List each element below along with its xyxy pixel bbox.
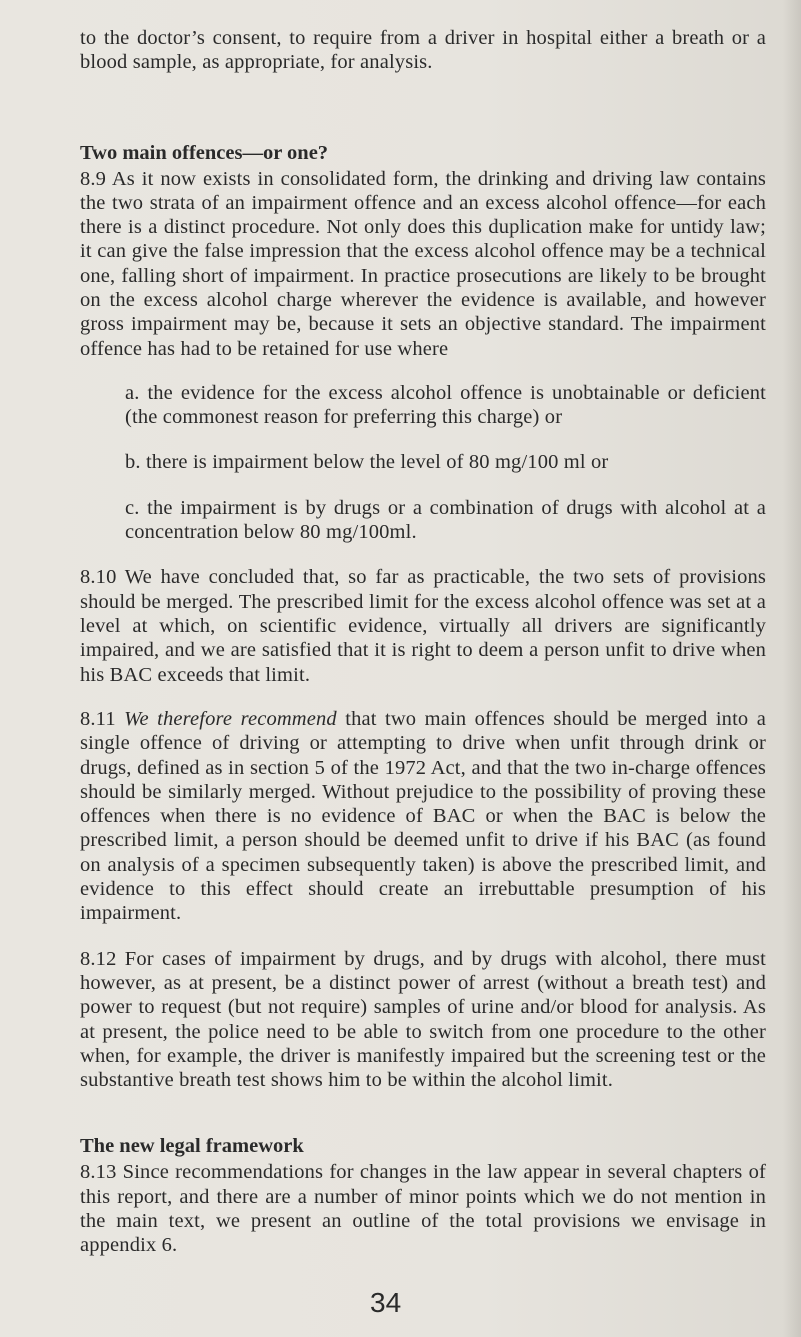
paragraph-number: 8.11 (80, 707, 116, 730)
section-heading-two-main-offences: Two main offences—or one? (80, 141, 329, 164)
page-number: 34 (370, 1287, 402, 1318)
emphasis-recommend: We therefore recommend (124, 707, 337, 730)
paragraph-8-9: 8.9 As it now exists in consolidated form, the drinking and driving law contains the two strata of an impairment offence and an excess alcohol offence—for each there is a distinct procedure. Not only does this duplication make for untidy law; it can give the false impression that the excess alcohol offence may be a technical one, falling short of impairment. In practice prosecutions are likely to be brought on the excess alcohol charge wherever the evidence is available, and however gross impairment may be, because it sets an objective standard. The impairment offence has had to be retained for use where (80, 167, 766, 360)
section-heading-new-legal-framework: The new legal framework (80, 1135, 304, 1158)
paragraph-8-11 (80, 707, 766, 926)
intro-paragraph: to the doctor’s consent, to require from a driver in hospital either a breath or a blood sample, as appropriate, for analysis. (80, 27, 766, 74)
paragraph-8-11-body: that two main offences should be merged into a single offence of driving or attempting to drive when unfit through drink or drugs, defined as in section 5 of the 1972 Act, and that the two in-charge offences should be similarly merged. Without prejudice to the possibility of proving these offences when there is no evidence of BAC or when the BAC is below the prescribed limit, a person should be deemed unfit to drive if his BAC (as found on analysis of a specimen subsequently taken) is above the prescribed limit, and evidence to this effect should create an irrebuttable presumption of his impairment. (80, 707, 766, 925)
paragraph-8-10: 8.10 We have concluded that, so far as practicable, the two sets of provisions should be merged. The prescribed limit for the excess alcohol offence was set at a level at which, on scientific evidence, virtually all drivers are significantly impaired, and we are satisfied that it is right to deem a person unfit to drive when his BAC exceeds that limit. (80, 566, 766, 686)
paragraph-8-13: 8.13 Since recommendations for changes in the law appear in several chapters of this report, and there are a number of minor points which we do not mention in the main text, we present an outline of the total provisions we envisage in appendix 6. (80, 1161, 766, 1257)
list-item-a: a. the evidence for the excess alcohol offence is unobtainable or deficient (the commonest reason for preferring this charge) or (125, 381, 766, 429)
list-item-b: b. there is impairment below the level of 80 mg/100 ml or (125, 450, 609, 473)
paragraph-8-12: 8.12 For cases of impairment by drugs, and by drugs with alcohol, there must however, as at present, be a distinct power of arrest (without a breath test) and power to request (but not require) samples of urine and/or blood for analysis. As at present, the police need to be able to switch from one procedure to the other when, for example, the driver is manifestly impaired but the screening test or the substantive breath test shows him to be within the alcohol limit. (80, 947, 766, 1092)
document-body (80, 26, 766, 1258)
page-edge-shadow (783, 0, 801, 1337)
list-item-c: c. the impairment is by drugs or a combination of drugs with alcohol at a concentration below 80 mg/100ml. (125, 496, 766, 544)
